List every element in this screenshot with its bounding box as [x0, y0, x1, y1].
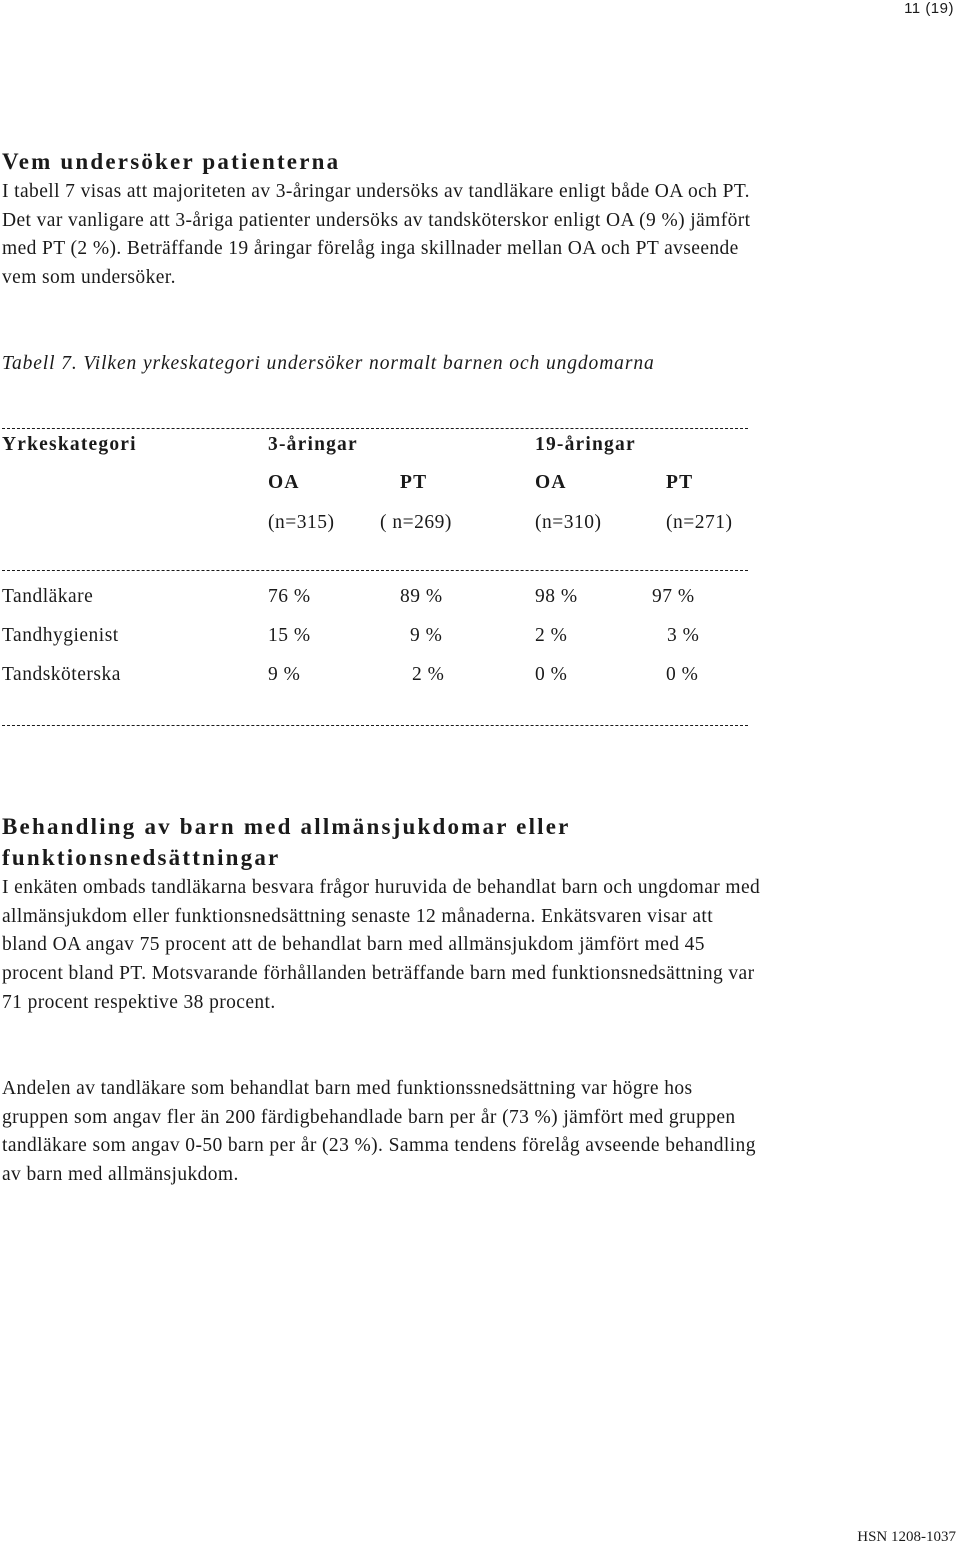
row-label: Tandsköterska	[2, 664, 121, 685]
sub-header-oa-3: OA	[268, 472, 300, 493]
table-cell: 98 %	[535, 586, 578, 607]
sub-header-pt-19: PT	[666, 472, 694, 493]
section-heading-examiner: Vem undersöker patienterna	[2, 149, 341, 174]
table-cell: 3 %	[667, 625, 700, 646]
table-cell: 15 %	[268, 625, 311, 646]
group-header-3-year-olds: 3-åringar	[268, 434, 358, 455]
table-cell: 97 %	[652, 586, 695, 607]
table-cell: 76 %	[268, 586, 311, 607]
table-bottom-rule	[2, 725, 748, 726]
table-cell: 9 %	[410, 625, 443, 646]
table-cell: 0 %	[666, 664, 699, 685]
table-header-rule	[2, 570, 748, 571]
table-cell: 2 %	[535, 625, 568, 646]
document-footer-reference: HSN 1208-1037	[857, 1529, 956, 1545]
treatment-paragraph-2: Andelen av tandläkare som behandlat barn med funktionssnedsättning var högre hos gruppen som angav fler än 200 färdigbehandlade barn per år (73 %) jämfört med gruppen tandläkare som angav 0-50 barn per år (23 %). Samma tendens förelåg avseende behandling av barn med allmänsjukdom.	[2, 1078, 756, 1186]
n-value-oa-3: (n=315)	[268, 512, 335, 533]
sub-header-pt-3: PT	[400, 472, 428, 493]
section-heading-treatment-line2: funktionsnedsättningar	[2, 845, 281, 870]
column-header-profession: Yrkeskategori	[2, 434, 137, 455]
n-value-oa-19: (n=310)	[535, 512, 602, 533]
n-value-pt-3: ( n=269)	[380, 512, 452, 533]
table-top-rule	[2, 428, 748, 429]
row-label: Tandhygienist	[2, 625, 119, 646]
row-label: Tandläkare	[2, 586, 94, 607]
table-caption: Tabell 7. Vilken yrkeskategori undersöker normalt barnen och ungdomarna	[2, 353, 655, 374]
treatment-paragraph-1: I enkäten ombads tandläkarna besvara frågor huruvida de behandlat barn och ungdomar med allmänsjukdom eller funktionsnedsättning senaste 12 månaderna. Enkätsvaren visar att bland OA angav 75 procent att de behandlat barn med allmänsjukdom jämfört med 45 procent bland PT. Motsvarande förhållanden beträffande barn med funktionsnedsättning var 71 procent respektive 38 procent.	[2, 877, 761, 1013]
table-cell: 2 %	[412, 664, 445, 685]
table-cell: 0 %	[535, 664, 568, 685]
sub-header-oa-19: OA	[535, 472, 567, 493]
table-cell: 9 %	[268, 664, 301, 685]
group-header-19-year-olds: 19-åringar	[535, 434, 636, 455]
n-value-pt-19: (n=271)	[666, 512, 733, 533]
intro-paragraph: I tabell 7 visas att majoriteten av 3-åringar undersöks av tandläkare enligt både OA och PT. Det var vanligare att 3-åriga patienter undersöks av tandsköterskor enligt OA (9 %) jämfört med PT (2 %). Beträffande 19 åringar förelåg inga skillnader mellan OA och PT avseende vem som undersöker.	[2, 181, 751, 289]
page-number: 11 (19)	[904, 0, 954, 17]
table-cell: 89 %	[400, 586, 443, 607]
section-heading-treatment-line1: Behandling av barn med allmänsjukdomar eller	[2, 814, 571, 839]
